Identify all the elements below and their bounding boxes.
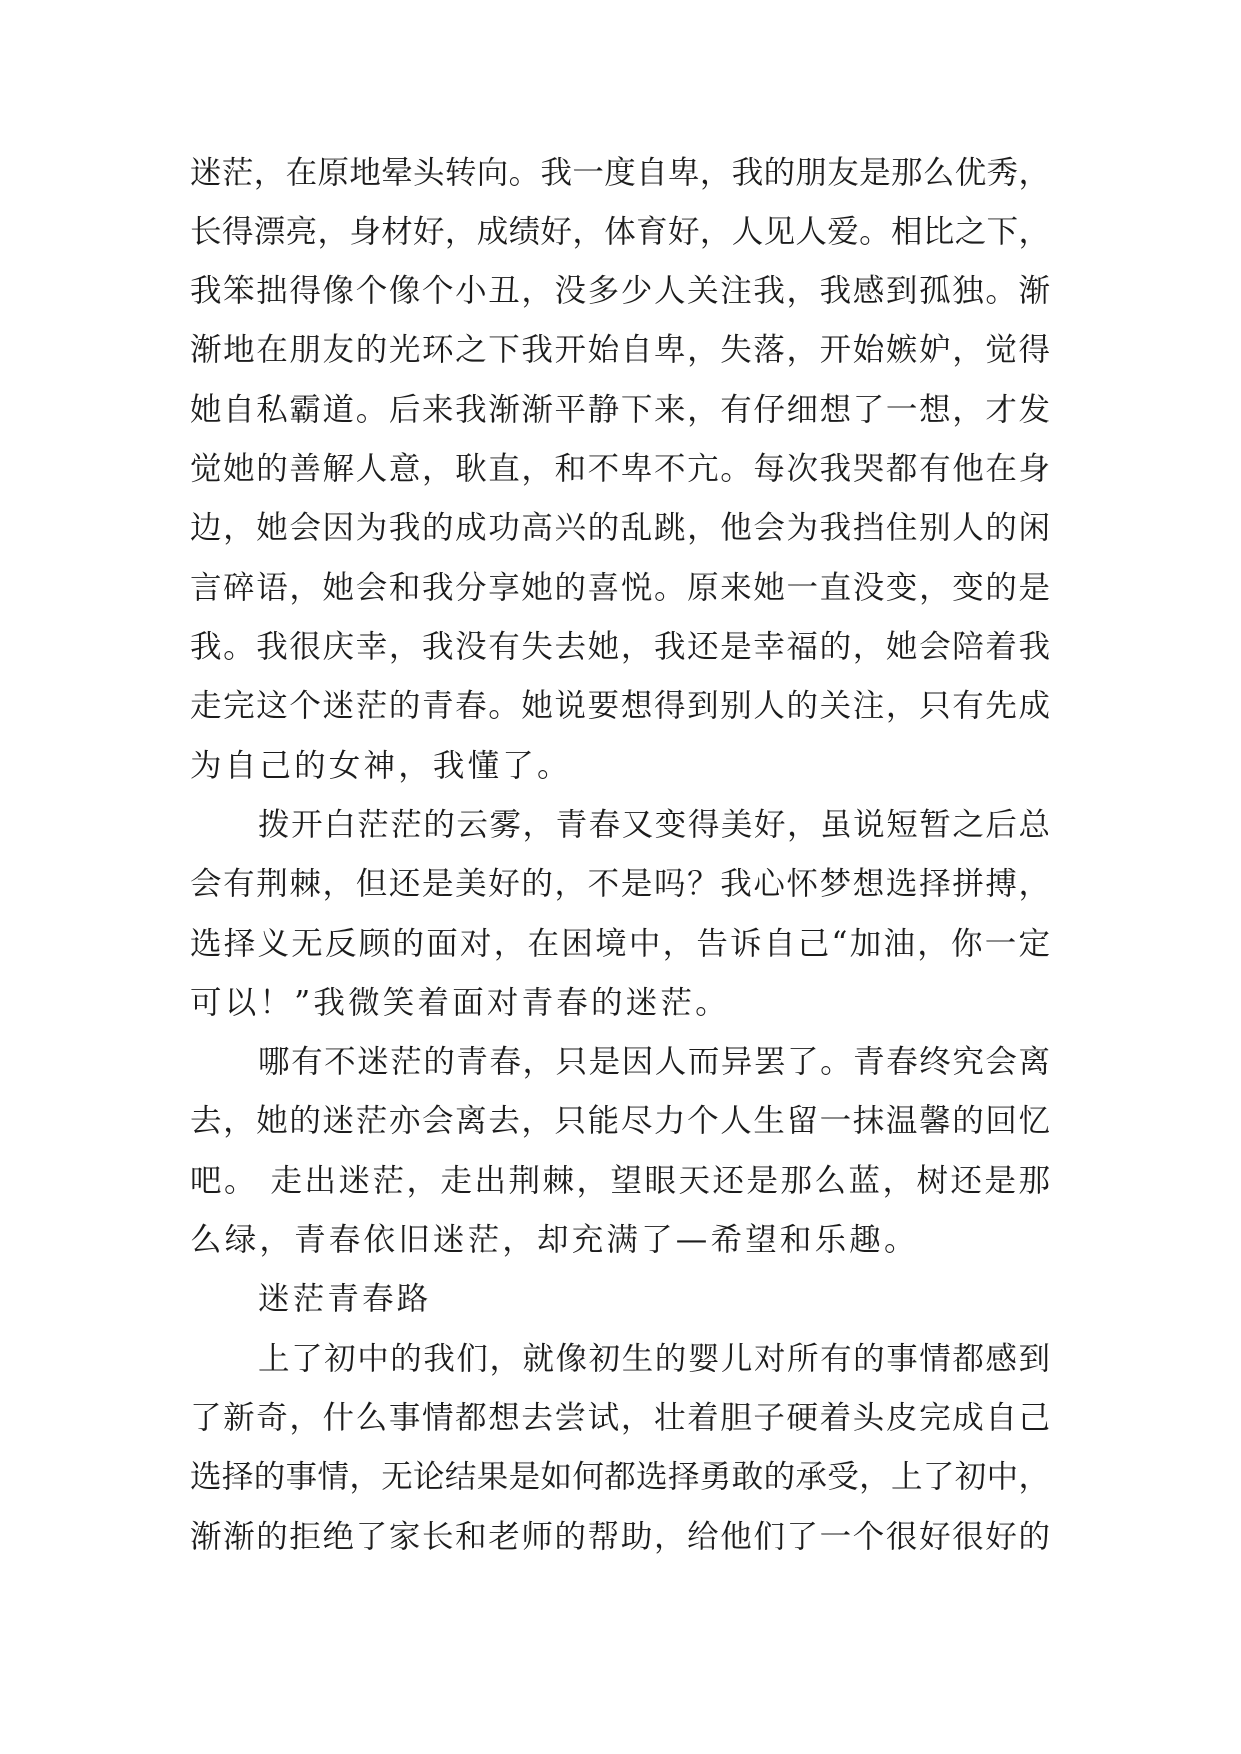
text-line: 我。我很庆幸，我没有失去她，我还是幸福的，她会陪着我	[190, 629, 1050, 665]
text-line: 为自己的女神，我懂了。	[190, 748, 572, 784]
paragraph-start-line: 哪有不迷茫的青春，只是因人而异罢了。青春终究会离	[258, 1044, 1050, 1080]
text-line: 吧。 走出迷茫，走出荆棘，望眼天还是那么蓝，树还是那	[190, 1163, 1050, 1199]
text-line: 了新奇，什么事情都想去尝试，壮着胆子硬着头皮完成自己	[190, 1400, 1050, 1436]
text-line: 我笨拙得像个像个小丑，没多少人关注我，我感到孤独。渐	[190, 273, 1050, 309]
text-line: 可以！”我微笑着面对青春的迷茫。	[190, 985, 730, 1021]
section-heading: 迷茫青春路	[258, 1281, 432, 1317]
text-line: 么绿，青春依旧迷茫，却充满了—希望和乐趣。	[190, 1222, 919, 1258]
text-line: 选择的事情，无论结果是如何都选择勇敢的承受，上了初中，	[190, 1459, 1050, 1495]
text-line: 走完这个迷茫的青春。她说要想得到别人的关注，只有先成	[190, 688, 1050, 724]
paragraph-start-line: 上了初中的我们，就像初生的婴儿对所有的事情都感到	[258, 1341, 1050, 1377]
text-line: 渐渐的拒绝了家长和老师的帮助，给他们了一个很好很好的	[190, 1519, 1050, 1555]
paragraph-start-line: 拨开白茫茫的云雾，青春又变得美好，虽说短暂之后总	[258, 807, 1050, 843]
text-line: 选择义无反顾的面对，在困境中，告诉自己“加油，你一定	[190, 926, 1050, 962]
text-line: 去，她的迷茫亦会离去，只能尽力个人生留一抹温馨的回忆	[190, 1103, 1050, 1139]
text-line: 言碎语，她会和我分享她的喜悦。原来她一直没变，变的是	[190, 570, 1050, 606]
text-line: 长得漂亮，身材好，成绩好，体育好，人见人爱。相比之下，	[190, 214, 1050, 250]
text-line: 会有荆棘，但还是美好的，不是吗？我心怀梦想选择拼搏，	[190, 866, 1050, 902]
text-line: 迷茫，在原地晕头转向。我一度自卑，我的朋友是那么优秀，	[190, 155, 1050, 191]
text-line: 她自私霸道。后来我渐渐平静下来，有仔细想了一想，才发	[190, 392, 1050, 428]
text-line: 觉她的善解人意，耿直，和不卑不亢。每次我哭都有他在身	[190, 451, 1050, 487]
text-line: 边，她会因为我的成功高兴的乱跳，他会为我挡住别人的闲	[190, 510, 1050, 546]
text-line: 渐地在朋友的光环之下我开始自卑，失落，开始嫉妒，觉得	[190, 332, 1050, 368]
